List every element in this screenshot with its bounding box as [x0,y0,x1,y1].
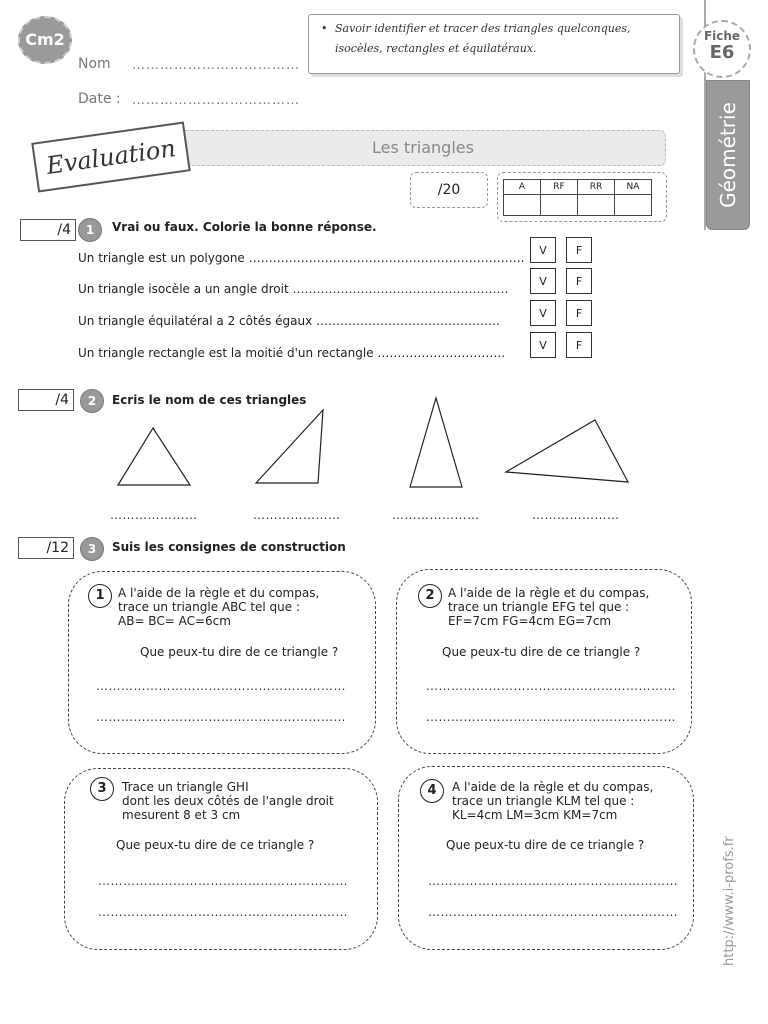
page-title: Les triangles [180,130,666,166]
skill-a: A [504,180,541,195]
triangle-right [256,410,323,483]
card-instruction-4: A l'aide de la règle et du compas, trace un triangle KLM tel que : KL=4cm LM=3cm KM=7cm [452,780,654,822]
name-field[interactable]: ……………………………… [132,58,300,73]
skill-rf: RF [541,180,578,195]
card-instruction-1: A l'aide de la règle et du compas, trace un triangle ABC tel que : AB= BC= AC=6cm [118,586,320,628]
ex1-title: Vrai ou faux. Colorie la bonne réponse. [112,220,377,234]
objective-text: Savoir identifier et tracer des triangles quelconques, isocèles, rectangles et équilatéraux. [335,22,631,55]
card-answer-line-4a[interactable]: …………………………………………………… [428,874,678,888]
false-box-2[interactable]: F [566,268,592,294]
true-box-3[interactable]: V [530,300,556,326]
bullet-icon: • [321,22,328,35]
total-score: /20 [410,172,488,208]
date-field[interactable]: ……………………………… [132,93,300,108]
site-url[interactable]: http://www.i-profs.fr [722,836,737,966]
ex3-score: /12 [18,537,74,559]
card-number-2: 2 [418,584,442,608]
card-question-4: Que peux-tu dire de ce triangle ? [446,838,645,852]
triangle-scalene [506,420,628,482]
card-question-3: Que peux-tu dire de ce triangle ? [116,838,315,852]
ex3-title: Suis les consignes de construction [112,540,346,554]
answer-line-1[interactable]: ………………… [110,508,198,522]
ex2-number: 2 [80,389,104,413]
card-answer-line-1a[interactable]: …………………………………………………… [96,679,346,693]
skill-na: NA [615,180,652,195]
card-answer-line-4b[interactable]: …………………………………………………… [428,905,678,919]
answer-line-3[interactable]: ………………… [392,508,480,522]
ex2-score: /4 [18,389,74,411]
false-box-4[interactable]: F [566,332,592,358]
ex2-title: Ecris le nom de ces triangles [112,393,307,407]
answer-line-4[interactable]: ………………… [532,508,620,522]
fiche-label: Fiche [703,29,741,43]
card-answer-line-3b[interactable]: …………………………………………………… [98,905,348,919]
false-box-1[interactable]: F [566,237,592,263]
subject-label: Géométrie [716,102,740,208]
date-label: Date : [78,91,121,107]
card-number-3: 3 [90,777,114,801]
card-answer-line-2a[interactable]: …………………………………………………… [426,679,676,693]
card-instruction-3: Trace un triangle GHI dont les deux côtés de l'angle droit mesurent 8 et 3 cm [122,780,334,822]
triangle-isosceles [410,398,462,487]
card-instruction-2: A l'aide de la règle et du compas, trace un triangle EFG tel que : EF=7cm FG=4cm EG=7cm [448,586,650,628]
ex1-number: 1 [78,218,102,242]
triangle-equilateral [118,428,190,485]
card-answer-line-3a[interactable]: …………………………………………………… [98,874,348,888]
card-question-2: Que peux-tu dire de ce triangle ? [442,645,641,659]
false-box-3[interactable]: F [566,300,592,326]
statement-2: Un triangle isocèle a un angle droit ……………………………………………… [78,282,509,296]
statement-1: Un triangle est un polygone …………………………………………………………… [78,251,525,265]
answer-line-2[interactable]: ………………… [253,508,341,522]
ex1-score: /4 [20,219,76,241]
statement-4: Un triangle rectangle est la moitié d'un rectangle ………………………….. [78,346,506,360]
statement-3: Un triangle équilatéral a 2 côtés égaux ………………………………………. [78,314,500,328]
true-box-4[interactable]: V [530,332,556,358]
card-answer-line-2b[interactable]: …………………………………………………… [426,710,676,724]
card-answer-line-1b[interactable]: …………………………………………………… [96,710,346,724]
level-badge: Cm2 [18,16,72,64]
true-box-1[interactable]: V [530,237,556,263]
true-box-2[interactable]: V [530,268,556,294]
name-label: Nom [78,56,111,72]
fiche-code: E6 [709,42,735,63]
ex3-number: 3 [80,537,104,561]
skill-rr: RR [578,180,615,195]
card-number-4: 4 [420,779,444,803]
evaluation-label: Evaluation [31,122,190,193]
card-question-1: Que peux-tu dire de ce triangle ? [140,645,339,659]
card-number-1: 1 [88,584,112,608]
